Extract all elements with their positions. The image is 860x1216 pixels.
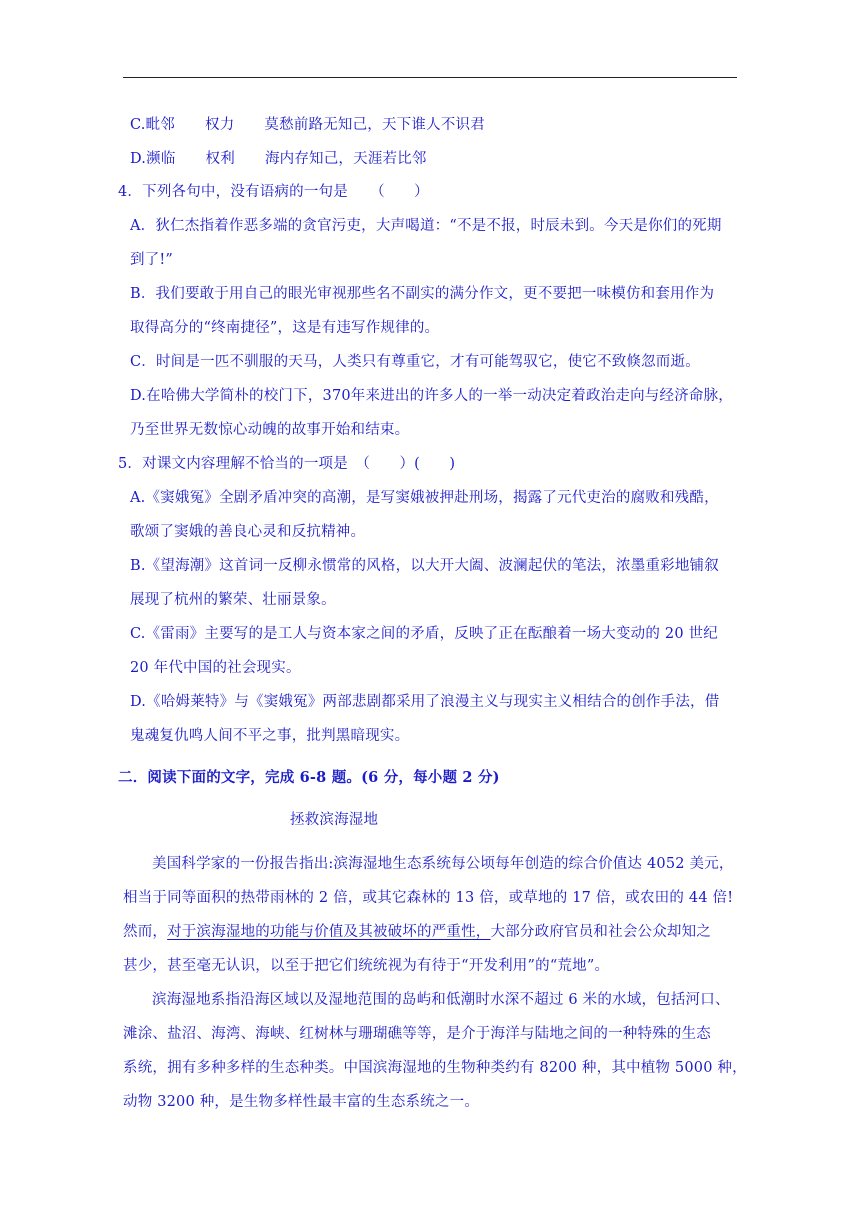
paragraph-1-line-2: 相当于同等面积的热带雨林的 2 倍，或其它森林的 13 倍，或草地的 17 倍，或农田的 44 倍! bbox=[123, 890, 734, 906]
option-poem: 莫愁前路无知己，天下谁人不识君 bbox=[264, 117, 485, 133]
paragraph-1-line-4: 甚少，甚至毫无认识，以至于把它们统统视为有待于“开发利用”的“荒地”。 bbox=[123, 958, 610, 974]
q4-option-d: D.在哈佛大学简朴的校门下，370年来进出的许多人的一举一动决定着政治走向与经济命脉， bbox=[130, 388, 733, 404]
option-label: C.毗邻 bbox=[130, 117, 175, 133]
paragraph-1-line-1: 美国科学家的一份报告指出:滨海湿地生态系统每公顷每年创造的综合价值达 4052 美元， bbox=[152, 856, 734, 872]
q4-option-a-cont: 到了!” bbox=[130, 252, 174, 268]
option-word: 权力 bbox=[205, 117, 235, 133]
q5-stem: 5．对课文内容理解不恰当的一项是 （ ）( ) bbox=[118, 456, 456, 472]
q4-option-b-cont: 取得高分的“终南捷径”，这是有违写作规律的。 bbox=[130, 320, 440, 336]
q3-option-d bbox=[130, 147, 427, 168]
paragraph-2-line-3: 系统，拥有多种多样的生态种类。中国滨海湿地的生物种类约有 8200 种，其中植物 5000 种， bbox=[123, 1060, 747, 1076]
paragraph-2-line-2: 滩涂、盐沼、海湾、海峡、红树林与珊瑚礁等等，是介于海洋与陆地之间的一种特殊的生态 bbox=[123, 1026, 711, 1042]
q5-option-c: C.《雷雨》主要写的是工人与资本家之间的矛盾，反映了正在酝酿着一场大变动的 20 世纪 bbox=[130, 626, 718, 642]
q4-option-a: A．狄仁杰指着作恶多端的贪官污吏，大声喝道：“不是不报，时辰未到。今天是你们的死期 bbox=[130, 218, 722, 234]
header-rule bbox=[123, 77, 737, 78]
section-heading: 二．阅读下面的文字，完成 6-8 题。(6 分，每小题 2 分) bbox=[118, 769, 500, 786]
q5-option-b: B.《望海潮》这首词一反柳永惯常的风格，以大开大阖、波澜起伏的笔法，浓墨重彩地铺叙 bbox=[130, 558, 719, 574]
passage-title: 拯救滨海湿地 bbox=[290, 812, 379, 828]
q3-option-c bbox=[130, 113, 485, 134]
q5-option-d: D.《哈姆莱特》与《窦娥冤》两部悲剧都采用了浪漫主义与现实主义相结合的创作手法，借 bbox=[130, 694, 720, 710]
text-span: 然而， bbox=[123, 924, 168, 940]
paragraph-1-line-3 bbox=[123, 920, 711, 941]
underlined-sentence: 对于滨海湿地的功能与价值及其被破坏的严重性， bbox=[167, 924, 491, 940]
text-span: 大部分政府官员和社会公众却知之 bbox=[490, 924, 712, 940]
q5-option-a: A.《窦娥冤》全剧矛盾冲突的高潮，是写窦娥被押赴刑场，揭露了元代吏治的腐败和残酷， bbox=[130, 490, 719, 506]
q4-option-b: B．我们要敢于用自己的眼光审视那些名不副实的满分作文，更不要把一味模仿和套用作为 bbox=[130, 286, 715, 302]
q5-option-a-cont: 歌颂了窦娥的善良心灵和反抗精神。 bbox=[130, 524, 366, 540]
option-word: 权利 bbox=[205, 151, 235, 167]
q4-option-c: C．时间是一匹不驯服的天马，人类只有尊重它，才有可能驾驭它，使它不致倏忽而逝。 bbox=[130, 354, 700, 370]
q5-option-c-cont: 20 年代中国的社会现实。 bbox=[130, 660, 301, 676]
paragraph-2-line-1: 滨海湿地系指沿海区域以及湿地范围的岛屿和低潮时水深不超过 6 米的水域，包括河口、 bbox=[152, 992, 730, 1008]
option-poem: 海内存知己，天涯若比邻 bbox=[264, 151, 427, 167]
option-label: D.濒临 bbox=[130, 151, 176, 167]
paragraph-2-line-4: 动物 3200 种，是生物多样性最丰富的生态系统之一。 bbox=[123, 1094, 480, 1110]
q4-option-d-cont: 乃至世界无数惊心动魄的故事开始和结束。 bbox=[130, 422, 410, 438]
q5-option-d-cont: 鬼魂复仇鸣人间不平之事，批判黑暗现实。 bbox=[130, 728, 410, 744]
q4-stem: 4．下列各句中，没有语病的一句是 （ ） bbox=[118, 184, 429, 200]
q5-option-b-cont: 展现了杭州的繁荣、壮丽景象。 bbox=[130, 592, 336, 608]
